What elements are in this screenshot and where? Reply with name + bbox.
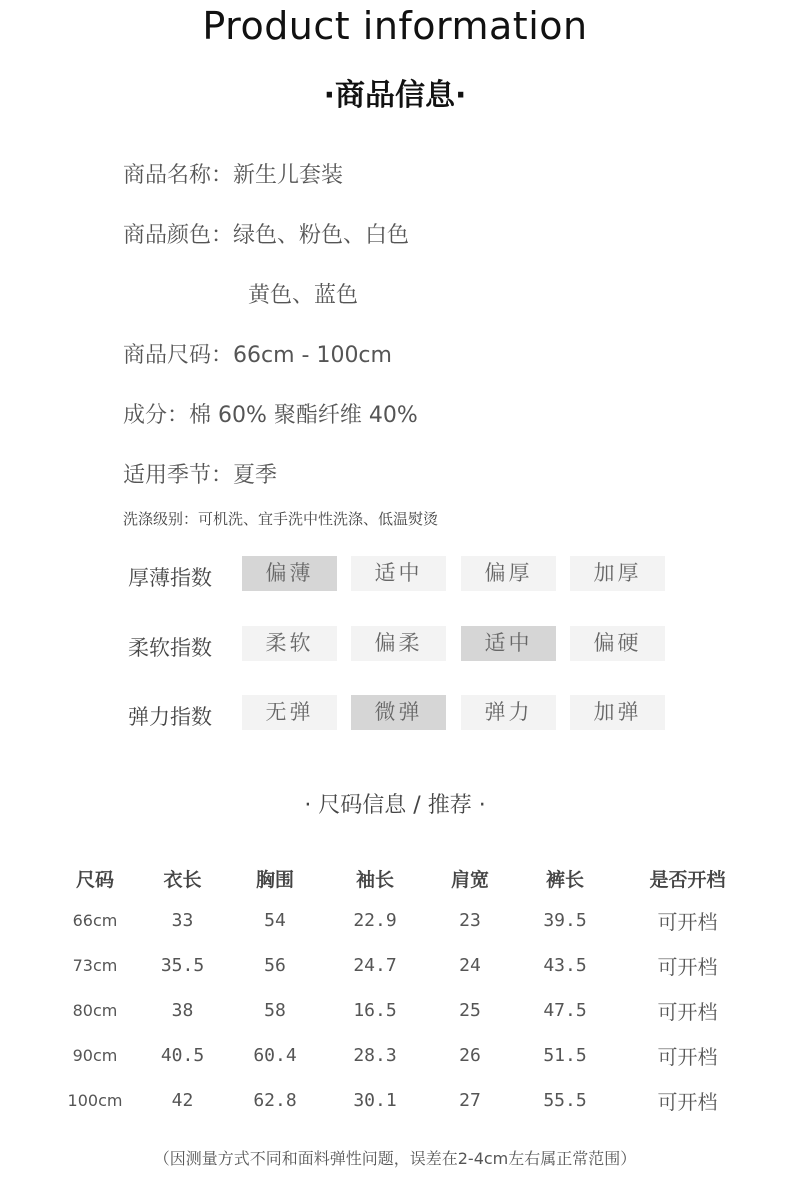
table-cell: 22.9	[353, 910, 397, 931]
table-cell: 66cm	[72, 911, 118, 930]
product-colors: 商品颜色：绿色、粉色、白色	[123, 223, 410, 248]
column-header: 是否开档	[649, 868, 726, 891]
column-header: 胸围	[255, 868, 294, 891]
table-cell: 58	[264, 1000, 286, 1021]
table-cell: 30.1	[353, 1090, 397, 1111]
elasticity-option: 弹力	[461, 695, 556, 730]
table-cell: 23	[459, 910, 481, 931]
table-cell: 55.5	[543, 1090, 587, 1111]
softness-option: 柔软	[242, 626, 337, 661]
table-cell: 35.5	[160, 955, 205, 976]
table-cell: 42	[171, 1090, 194, 1111]
table-cell: 43.5	[543, 955, 587, 976]
product-season: 适用季节：夏季	[123, 463, 278, 488]
table-cell: 54	[264, 910, 286, 931]
table-cell: 40.5	[160, 1045, 205, 1066]
table-row	[55, 1033, 755, 1078]
thickness-option: 偏薄	[242, 556, 337, 591]
table-row	[55, 988, 755, 1033]
table-cell: 73cm	[72, 956, 118, 975]
table-cell: 33	[171, 910, 194, 931]
table-cell: 26	[459, 1045, 481, 1066]
table-cell: 可开档	[657, 1045, 718, 1069]
washing-instructions: 洗涤级别：可机洗、宜手洗中性洗涤、低温熨烫	[123, 510, 439, 528]
column-header: 裤长	[545, 868, 584, 891]
thickness-option: 适中	[351, 556, 446, 591]
table-cell: 100cm	[67, 1091, 123, 1110]
thickness-option: 偏厚	[461, 556, 556, 591]
title-english: Product information	[202, 4, 588, 48]
index-label-softness: 柔软指数	[128, 636, 212, 660]
table-cell: 56	[264, 955, 286, 976]
index-label-thickness: 厚薄指数	[128, 566, 212, 590]
product-name: 商品名称：新生儿套装	[123, 163, 344, 188]
table-cell: 可开档	[657, 910, 718, 934]
table-cell: 38	[171, 1000, 194, 1021]
table-cell: 62.8	[253, 1090, 297, 1111]
table-cell: 16.5	[353, 1000, 397, 1021]
table-cell: 27	[459, 1090, 481, 1111]
index-label-elasticity: 弹力指数	[128, 705, 212, 729]
elasticity-option: 加弹	[570, 695, 665, 730]
softness-option: 适中	[461, 626, 556, 661]
table-cell: 可开档	[657, 1090, 718, 1114]
table-row	[55, 943, 755, 988]
table-cell: 可开档	[657, 955, 718, 979]
elasticity-option: 无弹	[242, 695, 337, 730]
table-cell: 24	[459, 955, 481, 976]
table-cell: 90cm	[72, 1046, 118, 1065]
product-colors-continued: 黄色、蓝色	[248, 283, 359, 308]
product-material: 成分：棉 60% 聚酯纤维 40%	[123, 403, 418, 428]
table-cell: 47.5	[543, 1000, 587, 1021]
table-cell: 51.5	[543, 1045, 587, 1066]
column-header: 肩宽	[450, 868, 489, 891]
table-cell: 可开档	[657, 1000, 718, 1024]
product-size-range: 商品尺码：66cm - 100cm	[123, 343, 392, 368]
column-header: 衣长	[163, 868, 202, 891]
table-row	[55, 898, 755, 943]
softness-option: 偏硬	[570, 626, 665, 661]
table-cell: 80cm	[72, 1001, 118, 1020]
measurement-note: （因测量方式不同和面料弹性问题，误差在2-4cm左右属正常范围）	[153, 1149, 637, 1168]
size-table	[55, 858, 755, 1123]
table-cell: 60.4	[253, 1045, 297, 1066]
table-cell: 39.5	[543, 910, 587, 931]
table-row	[55, 1078, 755, 1123]
elasticity-option: 微弹	[351, 695, 446, 730]
table-cell: 25	[459, 1000, 481, 1021]
softness-option: 偏柔	[351, 626, 446, 661]
table-cell: 28.3	[353, 1045, 397, 1066]
column-header: 尺码	[75, 868, 114, 891]
size-table-header	[55, 858, 755, 898]
title-chinese: ·商品信息·	[323, 78, 467, 113]
thickness-option: 加厚	[570, 556, 665, 591]
table-cell: 24.7	[353, 955, 397, 976]
size-section-title: · 尺码信息 / 推荐 ·	[304, 793, 486, 818]
column-header: 袖长	[355, 868, 394, 891]
